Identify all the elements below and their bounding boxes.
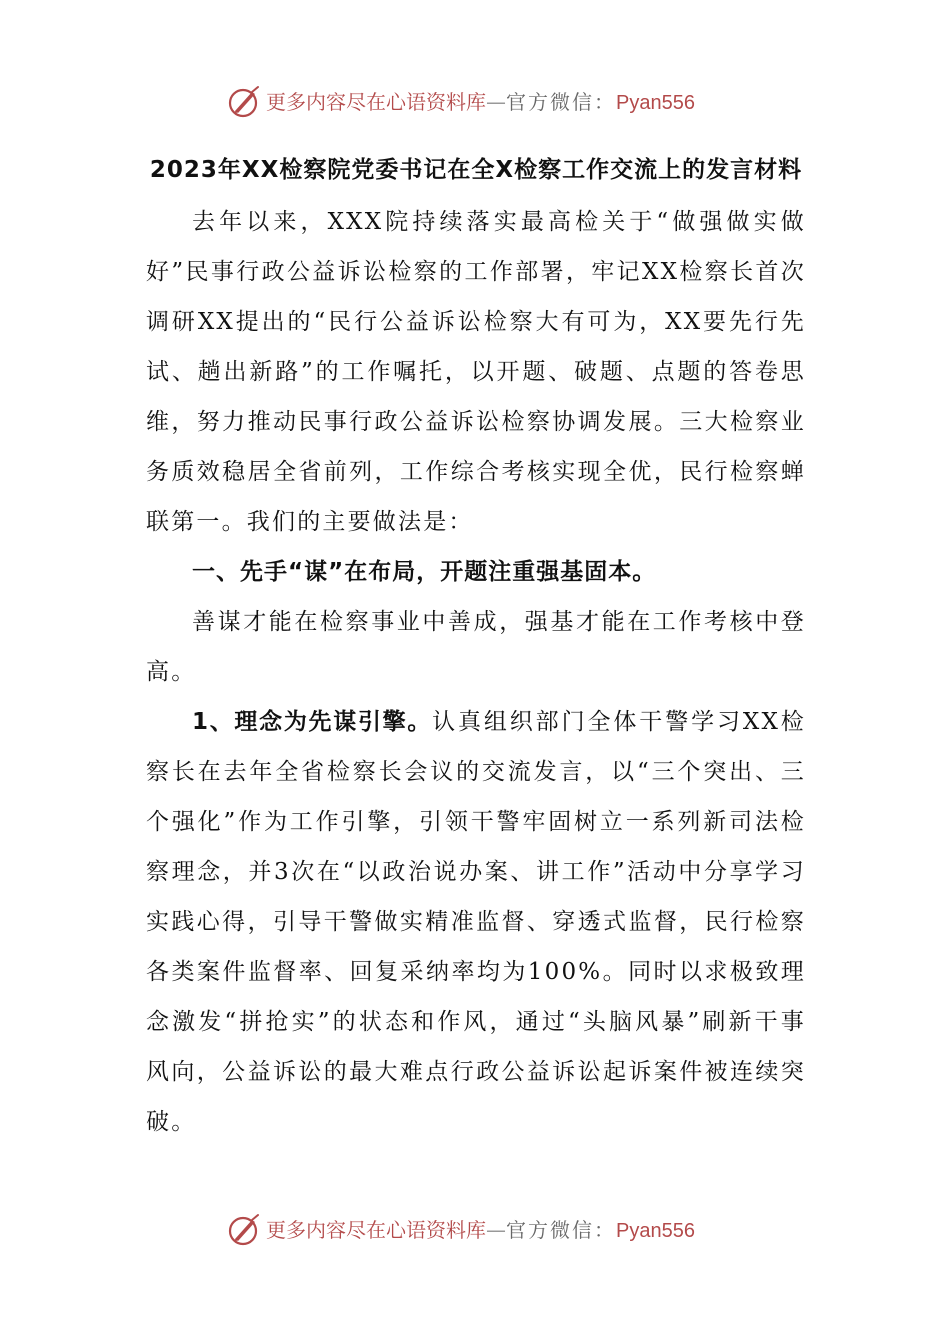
bottom-banner <box>0 1210 950 1250</box>
banner-wechat-id: Pyan556 <box>616 1220 695 1242</box>
item-1-body: 认真组织部门全体干警学习XX检察长在去年全省检察长会议的交流发言，以“三个突出、三个强化”作为工作引擎，引领干警牢固树立一系列新司法检察理念，并3次在“以政治说办案、讲工作”活动中分享学习实践心得，引导干警做实精准监督、穿透式监督，民行检察各类案件监督率、回复采纳率均为100%。同时以求极致理念激发“拼抢实”的状态和作风，通过“头脑风暴”刷新干事风向，公益诉讼的最大难点行政公益诉讼起诉案件被连续突破。 <box>146 709 806 1135</box>
section-1-intro: 善谋才能在检察事业中善成，强基才能在工作考核中登高。 <box>146 609 806 685</box>
banner-label: 官方微信： <box>506 90 616 114</box>
section-1-heading: 一、先手“谋”在布局，开题注重强基固本。 <box>192 559 657 585</box>
quill-in-circle-icon <box>226 1212 262 1248</box>
quill-in-circle-icon <box>226 84 262 120</box>
top-banner <box>0 82 950 122</box>
banner-text <box>266 1216 695 1245</box>
banner-text <box>266 88 695 117</box>
document-title: 2023年XX检察院党委书记在全X检察工作交流上的发言材料 <box>149 157 803 183</box>
document-body <box>146 144 806 1147</box>
item-1-lead: 1、理念为先谋引擎。 <box>192 709 433 735</box>
item-1-paragraph <box>146 697 806 1147</box>
banner-main-text: 更多内容尽在心语资料库 <box>266 1218 486 1242</box>
banner-wechat-id: Pyan556 <box>616 92 695 114</box>
banner-separator: — <box>486 90 506 114</box>
banner-main-text: 更多内容尽在心语资料库 <box>266 90 486 114</box>
intro-paragraph: 去年以来，XXX院持续落实最高检关于“做强做实做好”民事行政公益诉讼检察的工作部署，牢记XX检察长首次调研XX提出的“民行公益诉讼检察大有可为，XX要先行先试、趟出新路”的工作嘱托，以开题、破题、点题的答卷思维，努力推动民事行政公益诉讼检察协调发展。三大检察业务质效稳居全省前列，工作综合考核实现全优，民行检察蝉联第一。我们的主要做法是： <box>146 209 807 535</box>
banner-separator: — <box>486 1218 506 1242</box>
banner-label: 官方微信： <box>506 1218 616 1242</box>
